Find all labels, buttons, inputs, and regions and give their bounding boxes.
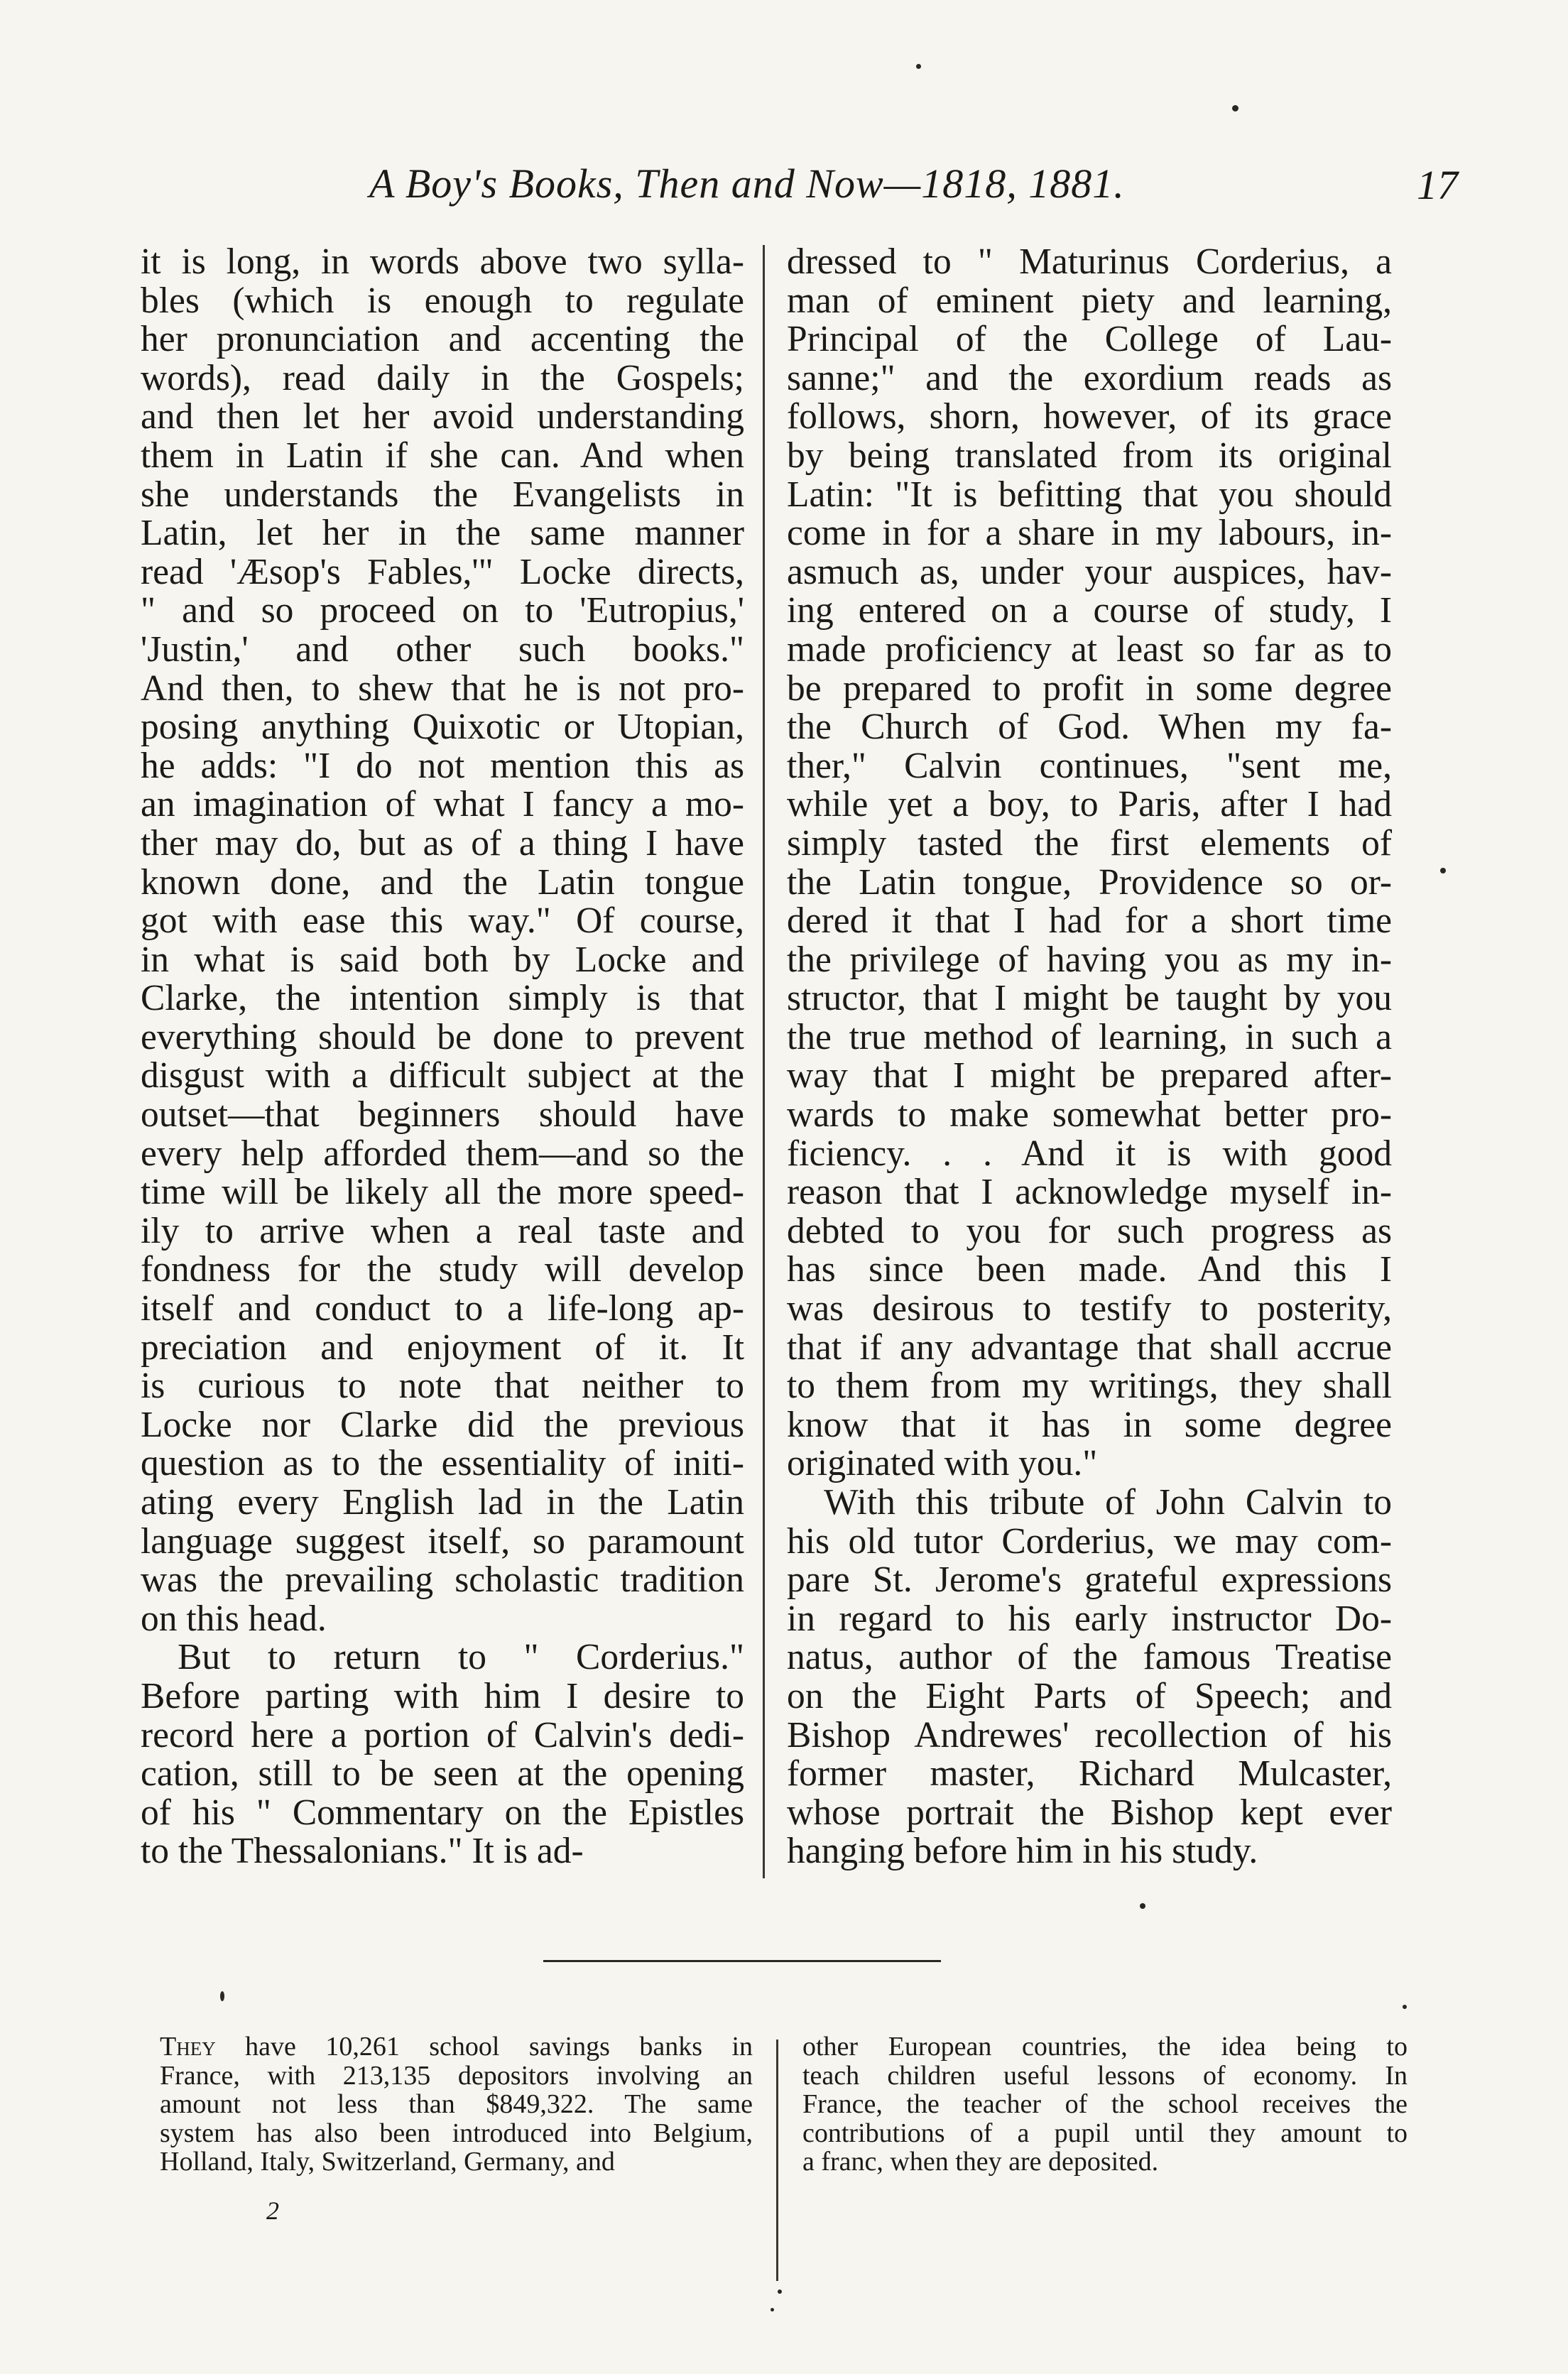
printer-signature-mark: 2 [266, 2196, 279, 2225]
body-text-line: " and so proceed on to 'Eutropius,' [141, 590, 744, 631]
body-text-line: read 'Æsop's Fables,'" Locke directs, [141, 551, 744, 592]
body-text-line: debted to you for such progress as [787, 1210, 1392, 1251]
body-text-line: former master, Richard Mulcaster, [787, 1753, 1392, 1795]
body-text-line: 'Justin,' and other such books." [141, 628, 744, 670]
body-text-line: was desirous to testify to posterity, [787, 1288, 1392, 1329]
note-lead-in: They [160, 2032, 216, 2062]
body-text-line: whose portrait the Bishop kept ever [787, 1792, 1392, 1833]
body-text-line: has since been made. And this I [787, 1249, 1392, 1290]
body-text-line: originated with you." [787, 1443, 1098, 1484]
body-text-line: ily to arrive when a real taste and [141, 1210, 744, 1251]
body-text-line: sanne;" and the exordium reads as [787, 357, 1392, 398]
body-text-line: time will be likely all the more speed- [141, 1172, 744, 1213]
body-text-line: made proficiency at least so far as to [787, 628, 1392, 670]
body-text-line: disgust with a difficult subject at the [141, 1055, 744, 1096]
body-text-line: it is long, in words above two sylla- [141, 241, 744, 282]
note-line [160, 2032, 753, 2062]
body-text-line: got with ease this way." Of course, [141, 900, 744, 942]
body-text-line: in regard to his early instructor Do- [787, 1598, 1392, 1639]
body-text-line: and then let her avoid understanding [141, 396, 744, 437]
note-line: teach children useful lessons of economy. In [802, 2060, 1408, 2091]
running-head [0, 160, 1568, 209]
body-text-line: of his " Commentary on the Epistles [141, 1792, 744, 1833]
body-text-line: on the Eight Parts of Speech; and [787, 1675, 1392, 1716]
body-text-line: the Church of God. When my fa- [787, 707, 1392, 748]
note-right-column [802, 2032, 1408, 2177]
body-text-line: way that I might be prepared after- [787, 1055, 1392, 1096]
note-first-line-rest: have 10,261 school savings banks in [215, 2032, 753, 2062]
body-text-line: dered it that I had for a short time [787, 900, 1392, 942]
body-text-line: every help afforded them—and so the [141, 1133, 744, 1174]
body-text-line: the true method of learning, in such a [787, 1016, 1392, 1057]
body-text-line: bles (which is enough to regulate [141, 280, 744, 321]
body-text-line: words), read daily in the Gospels; [141, 357, 744, 398]
note-line: a franc, when they are deposited. [802, 2147, 1159, 2177]
body-text-line: that if any advantage that shall accrue [787, 1327, 1392, 1368]
note-line: amount not less than $849,322. The same [160, 2089, 753, 2119]
body-text-line: in what is said both by Locke and [141, 939, 744, 980]
body-text-line: pare St. Jerome's grateful expressions [787, 1559, 1392, 1601]
body-text-line: ther," Calvin continues, "sent me, [787, 745, 1392, 786]
body-text-line: Before parting with him I desire to [141, 1675, 744, 1716]
body-text-line: language suggest itself, so paramount [141, 1520, 744, 1562]
body-text-line: he adds: "I do not mention this as [141, 745, 744, 786]
body-text-line: Latin, let her in the same manner [141, 513, 744, 554]
note-left-column [160, 2032, 753, 2177]
body-text-line: ther may do, but as of a thing I have [141, 822, 744, 864]
body-text-line: his old tutor Corderius, we may com- [787, 1520, 1392, 1562]
column-divider [763, 245, 765, 1878]
print-speck [1440, 868, 1446, 873]
body-text-line: to them from my writings, they shall [787, 1366, 1392, 1407]
body-text-line: she understands the Evangelists in [141, 474, 744, 515]
left-column [141, 243, 744, 1871]
body-text-line: man of eminent piety and learning, [787, 280, 1392, 321]
body-text-line: is curious to note that neither to [141, 1366, 744, 1407]
right-column [787, 243, 1392, 1871]
body-text-line: Principal of the College of Lau- [787, 319, 1392, 360]
body-text-line: her pronunciation and accenting the [141, 319, 744, 360]
body-text-line: natus, author of the famous Treatise [787, 1637, 1392, 1678]
print-speck [771, 2308, 774, 2312]
body-text-line: Clarke, the intention simply is that [141, 978, 744, 1019]
body-text-line: everything should be done to prevent [141, 1016, 744, 1057]
body-text-line: them in Latin if she can. And when [141, 435, 744, 476]
body-text-line: ating every English lad in the Latin [141, 1482, 744, 1523]
body-text-line: hanging before him in his study. [787, 1831, 1258, 1872]
body-text-line: outset—that beginners should have [141, 1094, 744, 1136]
body-text-line: Latin: "It is befitting that you should [787, 474, 1392, 515]
footnote-rule [543, 1960, 941, 1962]
print-speck [1140, 1903, 1145, 1909]
body-text-line: come in for a share in my labours, in- [787, 513, 1392, 554]
body-text-line: With this tribute of John Calvin to [824, 1482, 1392, 1523]
print-speck [916, 64, 921, 69]
body-text-line: ing entered on a course of study, I [787, 590, 1392, 631]
note-line: France, the teacher of the school receives the [802, 2089, 1408, 2119]
print-speck [1403, 2005, 1407, 2009]
note-line: Holland, Italy, Switzerland, Germany, and [160, 2147, 615, 2177]
body-text-line: record here a portion of Calvin's dedi- [141, 1714, 744, 1755]
body-text-line: wards to make somewhat better pro- [787, 1094, 1392, 1136]
body-text-line: on this head. [141, 1598, 327, 1639]
body-text-line: Bishop Andrewes' recollection of his [787, 1714, 1392, 1755]
page-number: 17 [1417, 162, 1458, 208]
note-line: contributions of a pupil until they amount to [802, 2118, 1408, 2148]
body-text-line: preciation and enjoyment of it. It [141, 1327, 744, 1368]
body-text-line: posing anything Quixotic or Utopian, [141, 707, 744, 748]
body-text-line: by being translated from its original [787, 435, 1392, 476]
body-text-line: known done, and the Latin tongue [141, 861, 744, 903]
note-line: France, with 213,135 depositors involving an [160, 2060, 753, 2091]
print-speck [220, 1991, 224, 2001]
body-text-line: And then, to shew that he is not pro- [141, 668, 744, 709]
note-column-divider [776, 2040, 778, 2281]
body-text-line: fondness for the study will develop [141, 1249, 744, 1290]
body-text-line: asmuch as, under your auspices, hav- [787, 551, 1392, 592]
body-text-line: reason that I acknowledge myself in- [787, 1172, 1392, 1213]
body-text-line: But to return to " Corderius." [178, 1637, 744, 1678]
body-text-line: the Latin tongue, Providence so or- [787, 861, 1392, 903]
body-text-line: Locke nor Clarke did the previous [141, 1404, 744, 1445]
body-text-line: structor, that I might be taught by you [787, 978, 1392, 1019]
print-speck [778, 2289, 782, 2294]
body-text-line: itself and conduct to a life-long ap- [141, 1288, 744, 1329]
body-text-line: the privilege of having you as my in- [787, 939, 1392, 980]
body-text-line: was the prevailing scholastic tradition [141, 1559, 744, 1601]
note-line: other European countries, the idea being to [802, 2032, 1408, 2062]
body-text-line: be prepared to profit in some degree [787, 668, 1392, 709]
print-speck [1232, 105, 1238, 111]
body-text-line: dressed to " Maturinus Corderius, a [787, 241, 1392, 282]
body-text-line: an imagination of what I fancy a mo- [141, 784, 744, 825]
body-text-line: ficiency. . . And it is with good [787, 1133, 1392, 1174]
note-line: system has also been introduced into Belgium, [160, 2118, 753, 2148]
body-text-line: simply tasted the first elements of [787, 822, 1392, 864]
body-text-line: cation, still to be seen at the opening [141, 1753, 744, 1795]
body-text-line: while yet a boy, to Paris, after I had [787, 784, 1392, 825]
body-text-line: to the Thessalonians." It is ad- [141, 1831, 584, 1872]
body-text-line: follows, shorn, however, of its grace [787, 396, 1392, 437]
body-text-line: question as to the essentiality of initi- [141, 1443, 744, 1484]
running-title: A Boy's Books, Then and Now—1818, 1881. [369, 160, 1125, 207]
body-text-line: know that it has in some degree [787, 1404, 1392, 1445]
